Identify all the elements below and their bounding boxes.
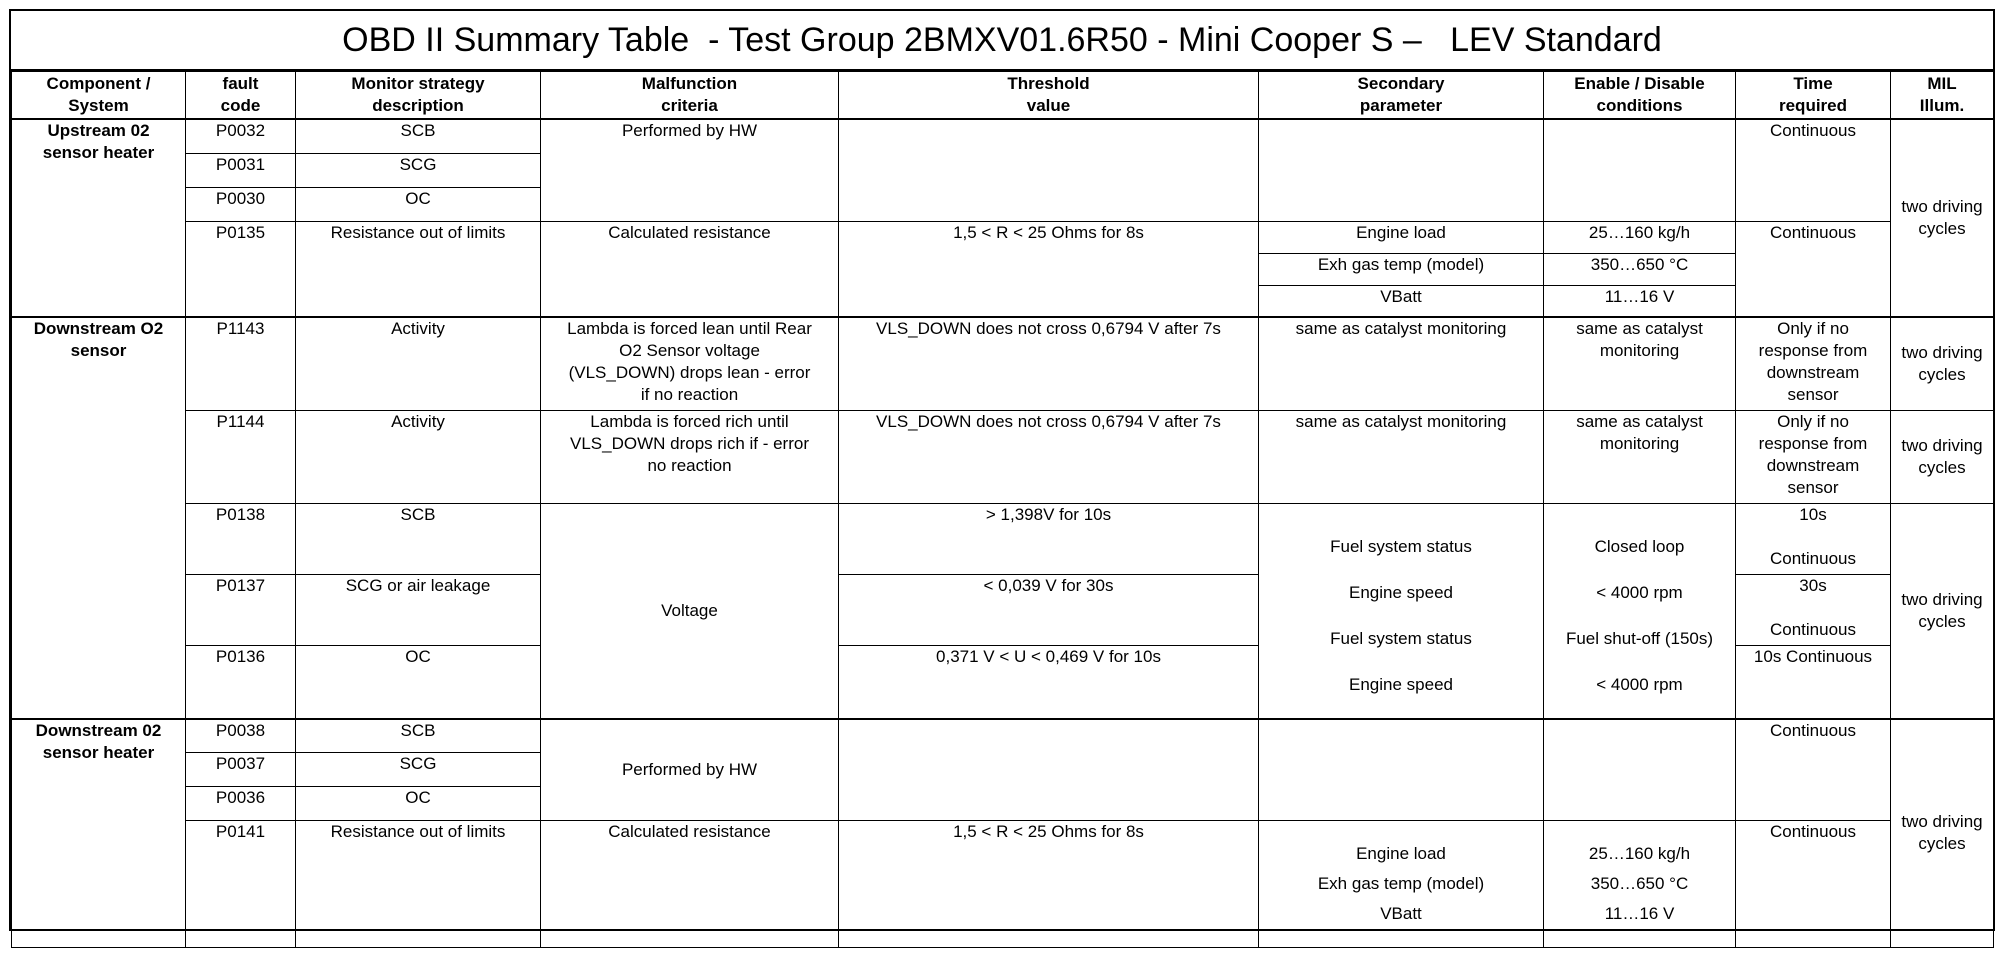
enable-stack <box>1547 526 1732 696</box>
fault-code-cell: P1143 <box>186 317 296 410</box>
secondary-cell <box>1259 821 1544 948</box>
fault-code-cell: P0037 <box>186 753 296 787</box>
enable-cell <box>1544 119 1736 221</box>
table-row <box>12 119 1994 153</box>
mil-cell: two driving cycles <box>1891 719 1994 948</box>
fault-code-cell: P0032 <box>186 119 296 153</box>
time-cell: Continuous <box>1736 119 1891 221</box>
header-row <box>12 72 1994 120</box>
threshold-cell: 0,371 V < U < 0,469 V for 10s <box>839 646 1259 719</box>
table-row <box>12 503 1994 574</box>
secondary-cell: Exh gas temp (model) <box>1259 253 1544 285</box>
enable-cell: 11…16 V <box>1544 285 1736 317</box>
table-row <box>12 719 1994 753</box>
header-monitor-strategy: Monitor strategy description <box>296 72 541 120</box>
secondary-item: Exh gas temp (model) <box>1317 874 1485 893</box>
fault-code-cell: P0135 <box>186 221 296 317</box>
component-cell: Downstream O2 sensor <box>12 317 186 719</box>
mil-cell: two driving cycles <box>1891 119 1994 317</box>
malfunction-cell: Lambda is forced rich until VLS_DOWN drops rich if - error no reaction <box>541 410 839 503</box>
document-title: OBD II Summary Table - Test Group 2BMXV01.6R50 - Mini Cooper S – LEV Standard <box>11 11 1993 71</box>
secondary-stack <box>1262 526 1540 696</box>
enable-cell: same as catalyst monitoring <box>1544 410 1736 503</box>
monitor-cell: OC <box>296 787 541 821</box>
header-enable-conditions: Enable / Disable conditions <box>1544 72 1736 120</box>
mil-cell: two driving cycles <box>1891 317 1994 410</box>
obd-summary-table <box>11 71 1994 948</box>
fault-code-cell: P0030 <box>186 187 296 221</box>
fault-code-cell: P0031 <box>186 153 296 187</box>
threshold-cell: VLS_DOWN does not cross 0,6794 V after 7s <box>839 410 1259 503</box>
enable-cell <box>1544 719 1736 821</box>
threshold-cell: < 0,039 V for 30s <box>839 574 1259 645</box>
fault-code-cell: P0138 <box>186 503 296 574</box>
fault-code-cell: P0038 <box>186 719 296 753</box>
table-row <box>12 317 1994 410</box>
mil-cell: two driving cycles <box>1891 410 1994 503</box>
enable-item: 25…160 kg/h <box>1588 844 1691 863</box>
component-cell: Upstream 02 sensor heater <box>12 119 186 317</box>
enable-cell: 25…160 kg/h <box>1544 221 1736 253</box>
malfunction-cell: Calculated resistance <box>541 221 839 317</box>
secondary-item: Engine load <box>1356 844 1446 863</box>
secondary-cell: VBatt <box>1259 285 1544 317</box>
monitor-cell: SCB <box>296 719 541 753</box>
secondary-cell: same as catalyst monitoring <box>1259 317 1544 410</box>
enable-cell: same as catalyst monitoring <box>1544 317 1736 410</box>
threshold-cell: VLS_DOWN does not cross 0,6794 V after 7s <box>839 317 1259 410</box>
enable-item: 11…16 V <box>1604 904 1675 923</box>
fault-code-cell: P0036 <box>186 787 296 821</box>
time-cell: Continuous <box>1736 821 1891 948</box>
time-cell: 30s Continuous <box>1736 574 1891 645</box>
malfunction-cell: Performed by HW <box>541 119 839 221</box>
secondary-item: VBatt <box>1380 904 1422 923</box>
threshold-cell <box>839 119 1259 221</box>
malfunction-cell: Voltage <box>541 503 839 719</box>
monitor-cell: SCG or air leakage <box>296 574 541 645</box>
fault-code-cell: P0136 <box>186 646 296 719</box>
table-row <box>12 821 1994 865</box>
monitor-cell: Resistance out of limits <box>296 821 541 948</box>
enable-cell <box>1544 821 1736 948</box>
enable-cell <box>1544 503 1736 719</box>
monitor-cell: SCG <box>296 153 541 187</box>
mil-cell: two driving cycles <box>1891 503 1994 719</box>
header-secondary-parameter: Secondary parameter <box>1259 72 1544 120</box>
time-cell: 10s Continuous <box>1736 503 1891 574</box>
enable-item: Fuel shut-off (150s) <box>1565 628 1714 648</box>
component-cell: Downstream 02 sensor heater <box>12 719 186 948</box>
secondary-item: Engine speed <box>1349 674 1453 694</box>
secondary-cell <box>1259 719 1544 821</box>
monitor-cell: SCG <box>296 753 541 787</box>
secondary-item: Fuel system status <box>1330 536 1472 556</box>
time-cell: Only if no response from downstream sensor <box>1736 317 1891 410</box>
enable-item: 350…650 °C <box>1590 874 1689 893</box>
threshold-cell: 1,5 < R < 25 Ohms for 8s <box>839 821 1259 948</box>
enable-cell: 350…650 °C <box>1544 253 1736 285</box>
table-row <box>12 221 1994 253</box>
monitor-cell: Resistance out of limits <box>296 221 541 317</box>
time-cell: Continuous <box>1736 719 1891 821</box>
monitor-cell: Activity <box>296 317 541 410</box>
secondary-cell: same as catalyst monitoring <box>1259 410 1544 503</box>
summary-frame <box>9 9 1995 931</box>
threshold-cell <box>839 719 1259 821</box>
threshold-cell: > 1,398V for 10s <box>839 503 1259 574</box>
secondary-cell <box>1259 503 1544 719</box>
malfunction-cell: Calculated resistance <box>541 821 839 948</box>
time-cell: 10s Continuous <box>1736 646 1891 719</box>
time-cell: Continuous <box>1736 221 1891 317</box>
secondary-cell: Engine load <box>1259 221 1544 253</box>
secondary-item: Fuel system status <box>1330 628 1472 648</box>
header-time-required: Time required <box>1736 72 1891 120</box>
table-row <box>12 410 1994 503</box>
header-malfunction-criteria: Malfunction criteria <box>541 72 839 120</box>
header-fault-code: fault code <box>186 72 296 120</box>
enable-stack <box>1547 843 1732 925</box>
malfunction-cell: Lambda is forced lean until Rear O2 Sensor voltage (VLS_DOWN) drops lean - error if no reaction <box>541 317 839 410</box>
secondary-item: Engine speed <box>1349 582 1453 602</box>
monitor-cell: OC <box>296 187 541 221</box>
time-cell: Only if no response from downstream sensor <box>1736 410 1891 503</box>
header-component: Component / System <box>12 72 186 120</box>
threshold-cell: 1,5 < R < 25 Ohms for 8s <box>839 221 1259 317</box>
monitor-cell: SCB <box>296 119 541 153</box>
fault-code-cell: P0137 <box>186 574 296 645</box>
fault-code-cell: P1144 <box>186 410 296 503</box>
secondary-cell <box>1259 119 1544 221</box>
enable-item: Closed loop <box>1594 536 1685 556</box>
fault-code-cell: P0141 <box>186 821 296 948</box>
secondary-stack <box>1262 843 1540 925</box>
monitor-cell: Activity <box>296 410 541 503</box>
header-threshold-value: Threshold value <box>839 72 1259 120</box>
monitor-cell: OC <box>296 646 541 719</box>
monitor-cell: SCB <box>296 503 541 574</box>
header-mil-illum: MIL Illum. <box>1891 72 1994 120</box>
enable-item: < 4000 rpm <box>1596 582 1683 602</box>
malfunction-cell: Performed by HW <box>541 719 839 821</box>
enable-item: < 4000 rpm <box>1596 674 1683 694</box>
